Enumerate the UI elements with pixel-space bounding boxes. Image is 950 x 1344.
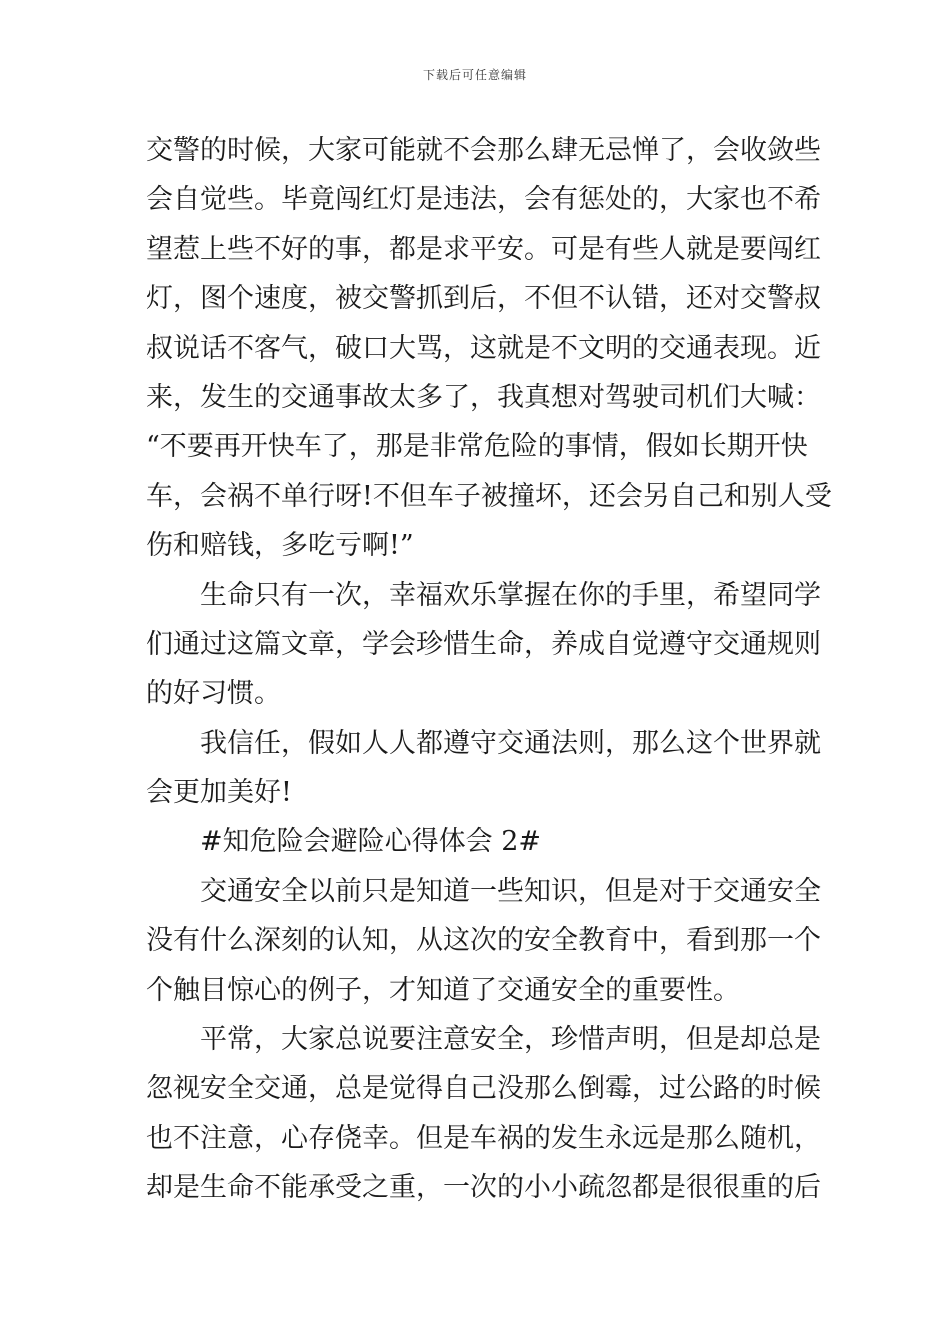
paragraph-first-line: 生命只有一次，幸福欢乐掌握在你的手里，希望同学 (200, 579, 821, 611)
paragraph-first-line: 交通安全以前只是知道一些知识，但是对于交通安全 (200, 875, 821, 907)
text-line: 交警的时候，大家可能就不会那么肆无忌惮了，会收敛些 (146, 135, 821, 166)
text-line: 望惹上些不好的事，都是求平安。可是有些人就是要闯红 (146, 233, 821, 265)
text-line: 们通过这篇文章，学会珍惜生命，养成自觉遵守交通规则 (146, 628, 821, 660)
text-line: 伤和赔钱，多吃亏啊!” (146, 530, 414, 562)
paragraph-first-line: 我信任，假如人人都遵守交通法则，那么这个世界就 (200, 727, 821, 759)
text-line: 忽视安全交通，总是觉得自己没那么倒霉，过公路的时候 (146, 1073, 821, 1105)
page-header: 下载后可任意编辑 (422, 68, 527, 82)
text-line: 没有什么深刻的认知，从这次的安全教育中，看到那一个 (146, 925, 821, 957)
text-line: 也不注意，心存侥幸。但是车祸的发生永远是那么随机， (146, 1122, 821, 1154)
text-line: “不要再开快车了，那是非常危险的事情，假如长期开快 (146, 431, 808, 463)
text-line: 灯，图个速度，被交警抓到后，不但不认错，还对交警叔 (146, 283, 821, 315)
text-line: 的好习惯。 (146, 678, 281, 710)
paragraph-first-line: 平常，大家总说要注意安全，珍惜声明，但是却总是 (200, 1024, 821, 1056)
text-line: 个触目惊心的例子，才知道了交通安全的重要性。 (146, 974, 740, 1006)
text-line: 来，发生的交通事故太多了，我真想对驾驶司机们大喊： (146, 381, 821, 413)
text-line: 叔说话不客气，破口大骂，这就是不文明的交通表现。近 (146, 332, 821, 364)
text-line: 车，会祸不单行呀!不但车子被撞坏，还会另自己和别人受 (146, 480, 832, 512)
text-line: 会更加美好! (146, 777, 292, 809)
text-line: 会自觉些。毕竟闯红灯是违法，会有惩处的，大家也不希 (146, 184, 821, 216)
section-heading: #知危险会避险心得体会 2# (200, 826, 542, 858)
body-text (146, 126, 832, 1213)
text-line: 却是生命不能承受之重，一次的小小疏忽都是很很重的后 (146, 1172, 821, 1204)
